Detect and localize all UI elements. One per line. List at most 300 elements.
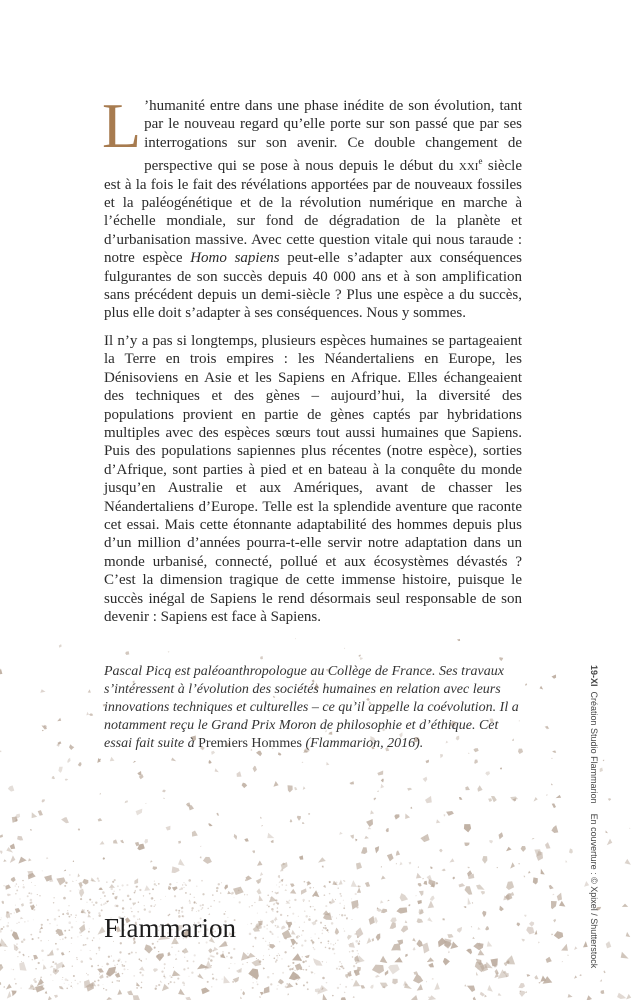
speckle — [375, 846, 379, 853]
speckle — [83, 921, 85, 923]
speckle — [329, 901, 331, 903]
speckle — [368, 827, 372, 829]
speckle — [78, 889, 79, 890]
speckle — [166, 826, 171, 831]
speckle — [249, 906, 250, 907]
speckle — [172, 970, 181, 976]
speckle — [344, 905, 345, 906]
speckle — [526, 927, 534, 935]
century-superscript: e — [478, 156, 483, 167]
speckle — [422, 878, 424, 880]
speckle — [178, 950, 180, 952]
speckle — [347, 935, 352, 940]
speckle — [443, 958, 450, 966]
speckle — [212, 973, 214, 975]
speckle — [436, 819, 440, 823]
speckle — [64, 930, 66, 932]
speckle — [457, 639, 460, 641]
speckle — [4, 950, 5, 951]
speckle — [411, 995, 417, 1000]
speckle — [145, 803, 146, 804]
speckle — [257, 925, 260, 928]
speckle — [427, 917, 432, 922]
speckle — [15, 908, 21, 913]
speckle — [135, 890, 137, 892]
speckle — [274, 917, 278, 921]
speckle — [579, 974, 581, 976]
speckle — [57, 718, 61, 722]
speckle — [557, 893, 562, 901]
speckle — [190, 894, 191, 895]
blurb-paragraph-1 — [102, 90, 523, 323]
speckle — [491, 958, 498, 966]
speckle — [270, 897, 272, 899]
speckle — [39, 895, 40, 896]
speckle — [144, 839, 148, 844]
speckle — [105, 989, 107, 991]
speckle — [500, 768, 502, 770]
speckle — [353, 996, 355, 998]
bio-part1: Pascal Picq est paléoanthropologue au Collège de France. Ses travaux s’intéressent à l’évolution des sociétés humaines en relation avec leurs innovations techniques et culturelles – ce qu’il appelle la coévolution. Il a notamment reçu le Grand Prix Moron de philosophie et d’éthique. Cet essai fait suite à — [104, 664, 519, 751]
speckle — [228, 952, 230, 954]
speckle — [351, 880, 357, 887]
speckle — [290, 965, 291, 966]
speckle — [288, 993, 289, 995]
speckle — [81, 960, 84, 963]
speckle — [366, 819, 373, 827]
speckle — [79, 889, 84, 898]
speckle — [119, 889, 121, 891]
speckle — [123, 965, 125, 967]
speckle — [104, 895, 106, 897]
speckle — [367, 937, 372, 944]
speckle — [299, 927, 300, 928]
speckle — [156, 953, 164, 961]
speckle — [214, 900, 215, 901]
speckle — [303, 786, 306, 790]
speckle — [309, 916, 310, 917]
speckle — [71, 982, 72, 983]
speckle — [430, 866, 432, 869]
speckle — [301, 888, 307, 894]
speckle — [518, 863, 520, 864]
speckle — [67, 758, 70, 763]
speckle — [464, 824, 471, 832]
speckle — [130, 907, 132, 909]
speckle — [0, 930, 2, 932]
speckle — [34, 980, 37, 983]
speckle — [601, 990, 605, 994]
speckle — [43, 988, 45, 990]
speckle — [354, 971, 356, 973]
speckle — [626, 932, 631, 937]
speckle — [357, 901, 358, 902]
speckle — [290, 819, 293, 822]
speckle — [423, 881, 427, 885]
speckle — [95, 901, 97, 903]
speckle — [556, 795, 562, 798]
speckle — [177, 978, 179, 980]
speckle — [118, 960, 120, 962]
speckle — [128, 953, 131, 955]
speckle — [528, 871, 531, 874]
speckle — [77, 983, 79, 985]
speckle — [71, 937, 73, 939]
speckle — [305, 915, 307, 917]
speckle — [506, 881, 514, 890]
speckle — [68, 916, 70, 918]
speckle — [127, 969, 128, 970]
speckle — [15, 893, 16, 894]
speckle — [232, 981, 234, 983]
speckle — [468, 897, 471, 904]
speckle — [268, 945, 269, 946]
speckle — [54, 995, 58, 998]
speckle — [222, 951, 223, 952]
speckle — [265, 941, 266, 942]
speckle — [134, 878, 138, 884]
speckle — [498, 993, 502, 996]
speckle — [375, 975, 380, 978]
speckle — [75, 980, 76, 981]
speckle — [155, 985, 157, 987]
speckle — [318, 857, 326, 862]
speckle — [93, 918, 94, 919]
speckle — [312, 941, 315, 944]
speckle — [11, 991, 16, 997]
speckle — [414, 971, 419, 974]
speckle — [174, 895, 176, 897]
speckle — [487, 985, 493, 992]
speckle — [28, 956, 29, 957]
speckle — [131, 952, 133, 954]
speckle — [24, 921, 25, 922]
speckle — [42, 799, 45, 802]
speckle — [266, 928, 267, 929]
speckle — [56, 925, 57, 926]
speckle — [115, 971, 117, 973]
speckle — [106, 901, 109, 903]
speckle — [339, 914, 340, 915]
speckle — [272, 973, 274, 975]
speckle — [324, 894, 326, 896]
speckle — [252, 977, 253, 978]
speckle — [69, 951, 71, 952]
speckle — [369, 916, 375, 925]
cover-credit: En couverture : © Xpixel / Shutterstock — [589, 813, 599, 969]
speckle — [28, 892, 30, 894]
speckle — [164, 963, 166, 965]
speckle — [184, 957, 185, 958]
speckle — [328, 940, 330, 942]
speckle — [392, 979, 398, 985]
speckle — [116, 905, 118, 907]
speckle — [103, 903, 105, 905]
speckle — [158, 951, 159, 952]
speckle — [59, 986, 64, 989]
speckle — [108, 956, 110, 958]
speckle — [358, 943, 360, 945]
speckle — [6, 925, 9, 928]
speckle — [331, 922, 334, 925]
speckle — [387, 900, 390, 902]
speckle — [291, 946, 292, 947]
speckle — [39, 929, 41, 931]
speckle — [430, 896, 435, 901]
speckle — [112, 982, 113, 983]
speckle — [52, 961, 54, 963]
speckle — [565, 860, 567, 863]
speckle — [480, 992, 485, 997]
speckle — [335, 899, 336, 900]
speckle — [326, 929, 328, 932]
speckle — [450, 942, 458, 950]
speckle — [160, 957, 162, 959]
speckle — [295, 921, 296, 922]
speckle — [260, 992, 264, 996]
speckle — [337, 939, 339, 941]
speckle — [171, 758, 176, 762]
speckle — [489, 840, 493, 843]
speckle — [198, 973, 204, 979]
speckle — [269, 944, 275, 949]
speckle — [188, 805, 194, 810]
speckle — [185, 892, 187, 894]
speckle — [89, 899, 91, 901]
speckle — [476, 972, 478, 976]
speckle — [396, 863, 397, 864]
speckle — [178, 841, 181, 844]
speckle — [78, 873, 80, 877]
speckle — [65, 978, 68, 981]
speckle — [279, 941, 280, 942]
speckle — [0, 669, 2, 675]
speckle — [106, 967, 116, 977]
speckle — [154, 900, 155, 901]
speckle — [160, 899, 161, 900]
speckle — [608, 798, 611, 801]
speckle — [54, 963, 55, 964]
speckle — [320, 922, 322, 924]
speckle — [266, 924, 268, 926]
speckle — [6, 984, 12, 990]
speckle — [32, 812, 38, 818]
speckle — [527, 974, 531, 977]
speckle — [339, 961, 340, 962]
speckle — [135, 842, 139, 846]
speckle — [93, 904, 95, 906]
speckle — [144, 905, 145, 906]
speckle — [276, 925, 279, 928]
speckle — [301, 934, 302, 935]
speckle — [574, 946, 577, 950]
speckle — [549, 885, 554, 889]
speckle — [245, 879, 247, 881]
speckle — [78, 762, 82, 767]
speckle — [303, 969, 304, 970]
speckle — [335, 882, 337, 884]
speckle — [539, 982, 541, 984]
speckle — [226, 956, 228, 958]
speckle — [447, 934, 453, 938]
speckle — [77, 936, 78, 937]
speckle — [135, 952, 137, 954]
speckle — [110, 888, 112, 890]
speckle — [230, 963, 231, 964]
speckle — [23, 939, 25, 941]
speckle — [234, 897, 235, 898]
speckle — [282, 958, 283, 959]
speckle — [359, 941, 360, 942]
speckle — [220, 954, 222, 956]
speckle — [302, 961, 304, 963]
speckle — [151, 897, 154, 900]
speckle — [154, 906, 155, 907]
speckle — [344, 992, 346, 993]
speckle — [125, 961, 127, 963]
speckle — [121, 962, 122, 963]
speckle — [117, 964, 118, 965]
speckle — [71, 943, 72, 944]
speckle — [276, 885, 277, 886]
speckle — [519, 990, 525, 997]
speckle — [272, 911, 273, 912]
speckle — [93, 937, 95, 939]
speckle — [16, 947, 17, 948]
speckle — [201, 909, 203, 911]
speckle — [69, 890, 71, 892]
speckle — [355, 893, 357, 895]
speckle — [457, 927, 462, 933]
speckle — [33, 909, 35, 911]
speckle — [297, 816, 301, 821]
speckle — [100, 904, 102, 907]
speckle — [606, 941, 612, 948]
speckle — [330, 898, 335, 904]
speckle — [97, 965, 99, 967]
speckle — [134, 892, 136, 894]
speckle — [71, 926, 73, 928]
speckle — [464, 906, 467, 908]
speckle — [276, 955, 277, 956]
speckle — [125, 800, 128, 803]
speckle — [323, 994, 328, 1000]
speckle — [337, 987, 339, 989]
speckle — [339, 832, 343, 835]
speckle — [184, 887, 185, 888]
speckle — [200, 846, 201, 847]
speckle — [169, 975, 171, 977]
speckle — [300, 959, 302, 961]
speckle — [629, 828, 630, 829]
speckle — [439, 849, 443, 853]
speckle — [251, 905, 253, 907]
speckle — [113, 890, 115, 892]
speckle — [323, 885, 326, 888]
speckle — [288, 965, 290, 967]
speckle — [417, 918, 424, 923]
speckle — [145, 949, 146, 950]
speckle — [326, 962, 327, 963]
speckle — [288, 928, 290, 930]
speckle — [191, 907, 193, 909]
speckle — [86, 712, 89, 716]
speckle — [304, 881, 306, 883]
speckle — [551, 825, 558, 833]
speckle — [142, 974, 144, 976]
speckle — [436, 882, 439, 885]
speckle — [16, 889, 18, 891]
speckle — [152, 888, 154, 890]
speckle — [540, 686, 544, 690]
speckle — [68, 921, 71, 924]
speckle — [38, 810, 43, 816]
speckle — [28, 858, 31, 861]
speckle — [164, 976, 166, 978]
speckle — [302, 930, 304, 932]
speckle — [625, 859, 631, 865]
speckle — [92, 940, 93, 941]
speckle — [285, 986, 287, 988]
speckle — [189, 902, 190, 903]
speckle — [50, 966, 54, 968]
speckle — [478, 950, 485, 956]
speckle — [617, 993, 626, 999]
speckle — [40, 689, 45, 693]
speckle — [534, 797, 538, 802]
speckle — [21, 941, 24, 944]
speckle — [276, 959, 278, 961]
speckle — [239, 901, 241, 903]
speckle — [0, 964, 3, 972]
speckle — [377, 771, 383, 776]
speckle — [163, 798, 165, 799]
speckle — [64, 983, 65, 984]
speckle — [256, 878, 262, 884]
speckle — [171, 946, 172, 947]
speckle — [259, 996, 261, 998]
speckle — [208, 957, 211, 960]
speckle — [425, 796, 432, 803]
speckle — [294, 899, 296, 901]
speckle — [32, 938, 34, 940]
speckle — [320, 942, 322, 944]
speckle — [394, 957, 402, 962]
speckle — [125, 651, 129, 655]
speckle — [545, 842, 551, 849]
speckle — [356, 862, 362, 869]
speckle — [355, 962, 357, 964]
speckle — [381, 784, 385, 789]
speckle — [41, 987, 42, 988]
speckle — [212, 894, 213, 895]
speckle — [518, 983, 525, 988]
speckle — [8, 785, 15, 791]
speckle — [88, 931, 90, 933]
speckle — [278, 985, 279, 986]
speckle — [58, 909, 60, 911]
speckle — [111, 956, 112, 957]
speckle — [16, 943, 17, 944]
speckle — [12, 817, 17, 823]
speckle — [69, 874, 71, 876]
speckle — [65, 937, 67, 939]
speckle — [482, 911, 486, 918]
speckle — [183, 968, 185, 970]
speckle — [386, 828, 389, 832]
speckle — [236, 968, 242, 973]
speckle — [416, 940, 423, 948]
